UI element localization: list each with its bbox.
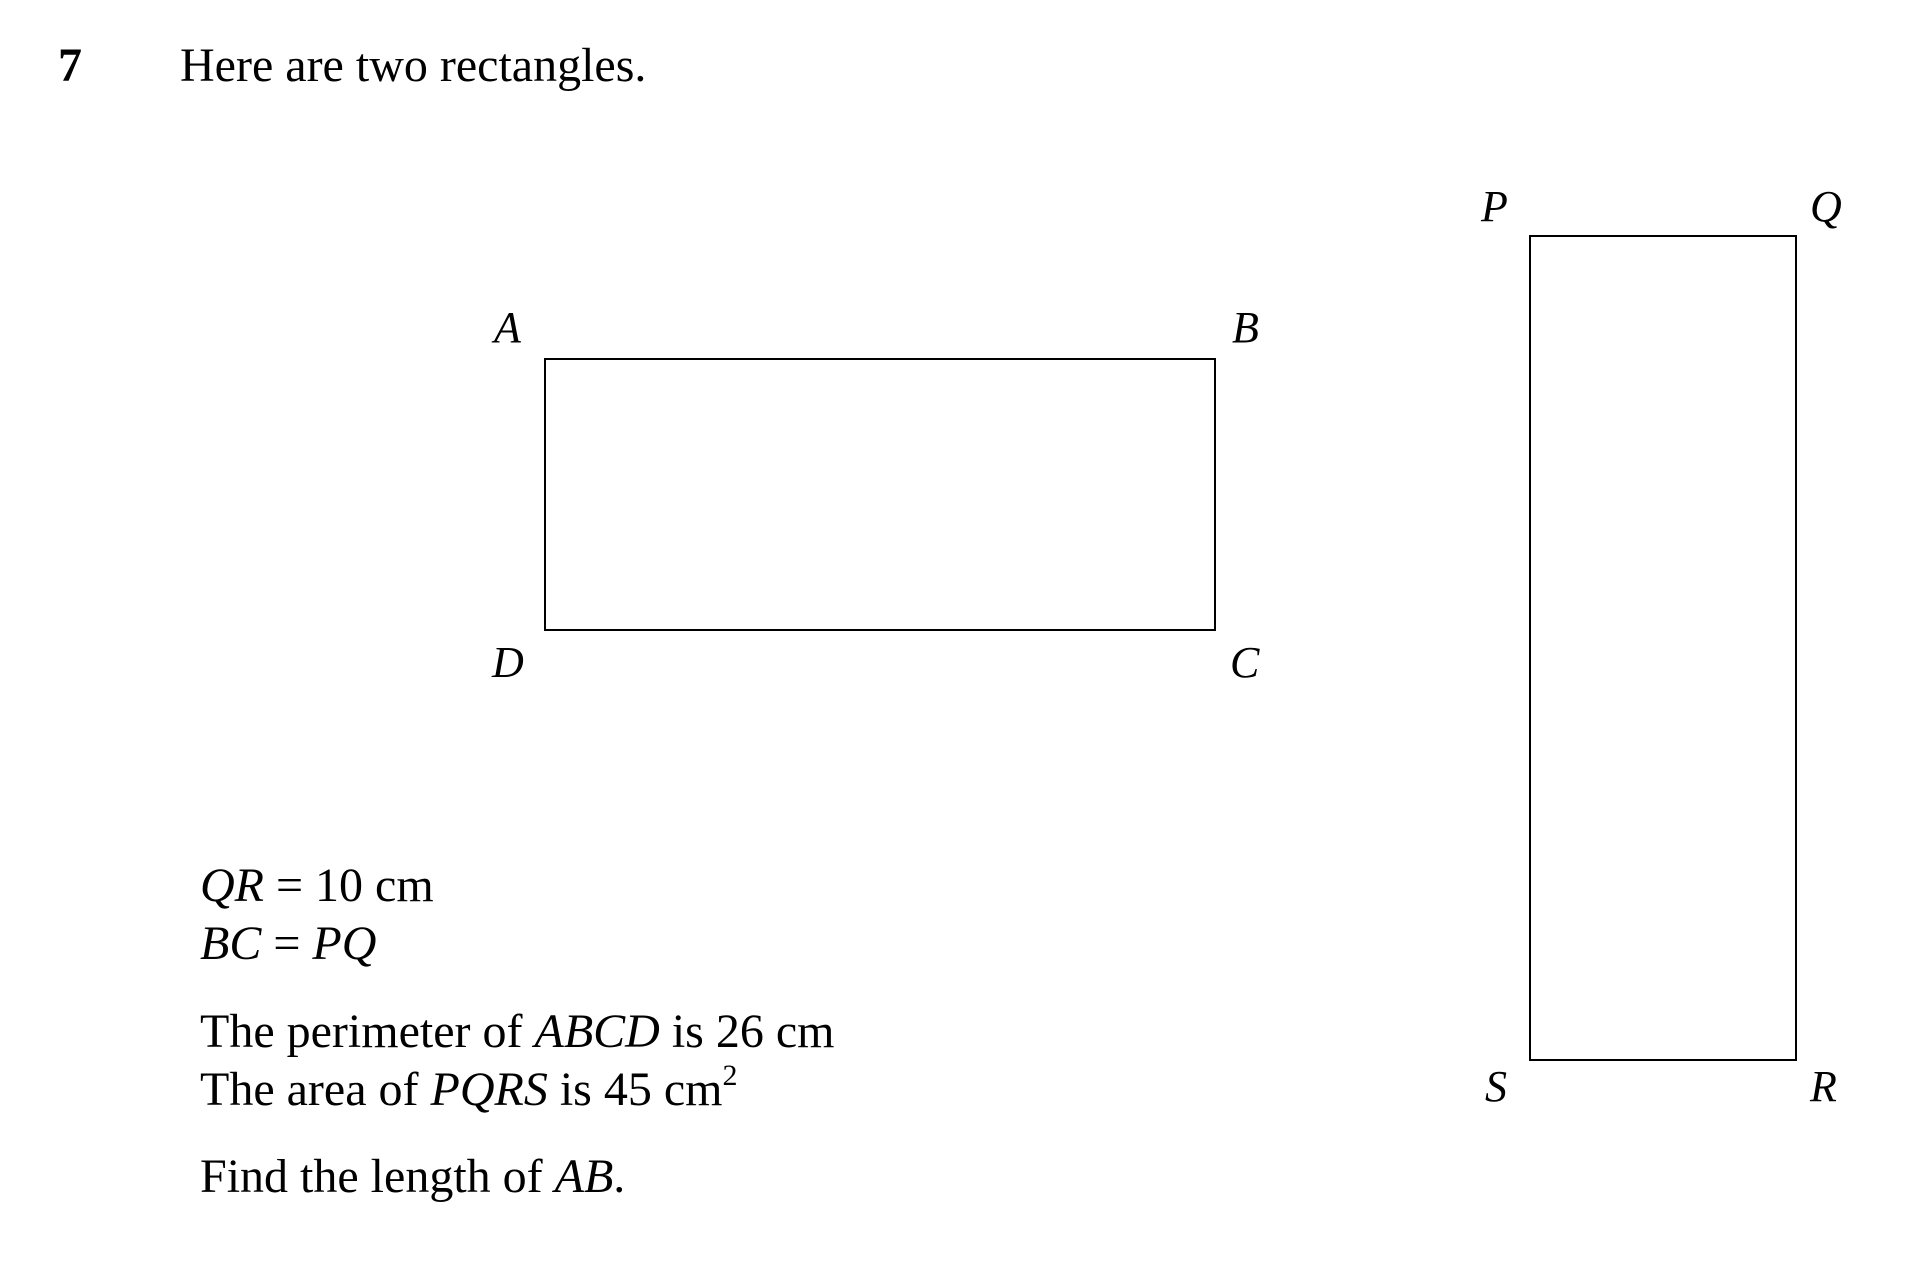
shape-abcd: ABCD — [534, 1005, 660, 1058]
perimeter-value: is 26 cm — [659, 1005, 835, 1058]
segment-ab: AB — [554, 1150, 614, 1203]
segment-pq: PQ — [312, 917, 377, 970]
task-period: . — [613, 1150, 626, 1203]
vertex-label-r: R — [1810, 1062, 1837, 1111]
segment-qr: QR — [200, 859, 264, 912]
given-perimeter-abcd — [200, 1003, 834, 1061]
question-stem: Here are two rectangles. — [180, 39, 647, 92]
task-instruction — [200, 1148, 625, 1206]
qr-value: = 10 cm — [263, 859, 434, 912]
vertex-label-c: C — [1230, 638, 1260, 687]
area-prefix: The area of — [200, 1063, 431, 1116]
vertex-label-s: S — [1485, 1062, 1507, 1111]
task-prefix: Find the length of — [200, 1150, 555, 1203]
given-qr-length — [200, 857, 434, 915]
perimeter-prefix: The perimeter of — [200, 1005, 535, 1058]
given-area-pqrs — [200, 1061, 737, 1119]
equals-sign: = — [261, 917, 313, 970]
shape-pqrs: PQRS — [430, 1063, 548, 1116]
area-value: is 45 cm — [547, 1063, 723, 1116]
segment-bc: BC — [200, 917, 262, 970]
vertex-label-p: P — [1481, 182, 1508, 231]
vertex-label-d: D — [492, 638, 524, 687]
vertex-label-a: A — [494, 303, 521, 352]
vertex-label-q: Q — [1810, 182, 1842, 231]
given-bc-equals-pq — [200, 915, 376, 973]
vertex-label-b: B — [1232, 303, 1259, 352]
rectangle-pqrs — [1529, 235, 1797, 1061]
question-number: 7 — [58, 39, 82, 92]
rectangle-abcd — [544, 358, 1216, 631]
area-exponent: 2 — [722, 1059, 738, 1092]
